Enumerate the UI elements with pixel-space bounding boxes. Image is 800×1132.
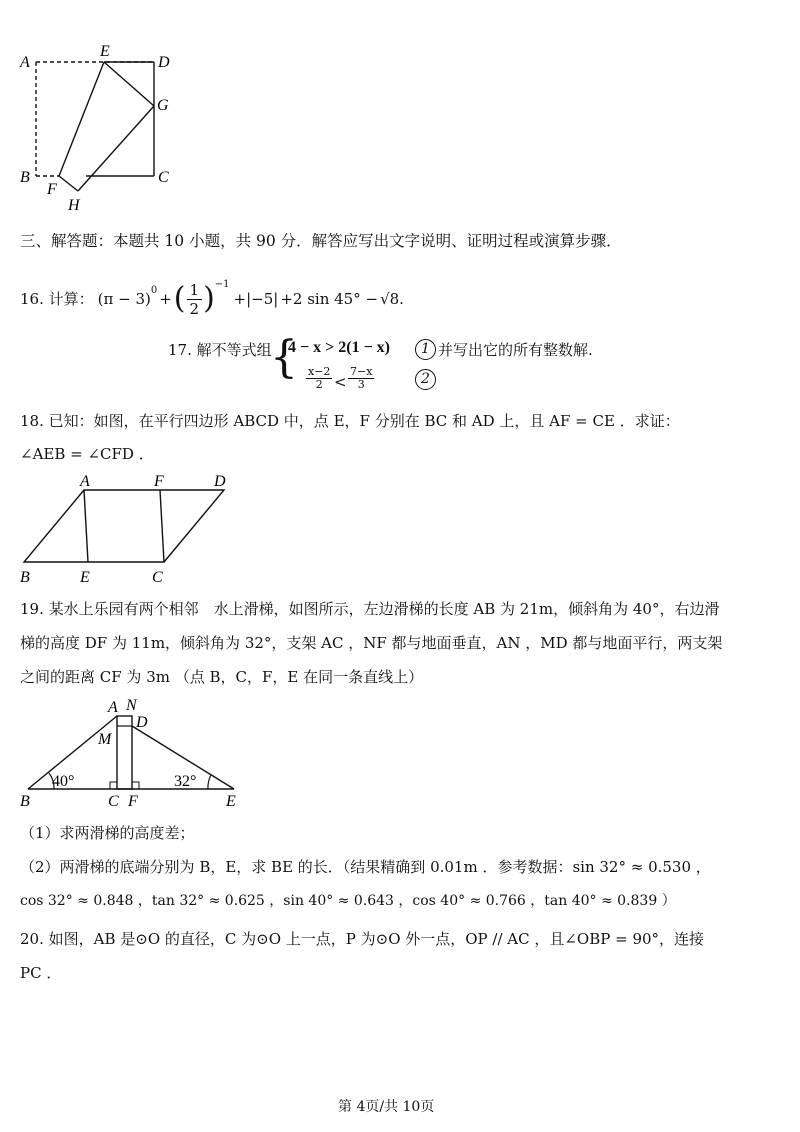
fig3-angle-left: 40°: [52, 773, 75, 790]
figure-square-fold: [14, 44, 184, 214]
q17-mark2: 2: [415, 369, 436, 390]
fig3-angle-right: 32°: [174, 773, 197, 790]
q16-plus: +: [159, 290, 172, 308]
fig3-label-B: B: [20, 793, 30, 810]
q17-mark1: 1: [415, 339, 436, 360]
q16-exp0: 0: [150, 285, 158, 296]
figure-parallelogram: [14, 470, 244, 588]
question-16: 16. 计算： (π − 3) $^0$ + ( $\frac{1}{2}$ ) $^{-1}$ +|−5| +2 sin 45° − √8 .: [20, 275, 404, 323]
question-19-line3: 之间的距离 CF 为 3m （点 B，C，F，E 在同一条直线上）: [20, 668, 424, 686]
fig3-label-N: N: [126, 697, 137, 714]
q17-ineq1: 4 − x > 2(1 − x): [288, 339, 391, 356]
q16-abs: +|−5|: [233, 290, 279, 308]
fig3-label-C: C: [108, 793, 119, 810]
section-heading: 三、解答题：本题共 10 小题，共 90 分．解答应写出文字说明、证明过程或演算步骤．: [20, 232, 622, 250]
fig1-label-F: F: [47, 181, 57, 198]
q17-brace: {: [270, 332, 298, 383]
fig1-label-G: G: [157, 97, 169, 114]
fig3-label-E: E: [226, 793, 236, 810]
fig2-label-F: F: [154, 473, 164, 490]
q17-frac2: 7−x 3: [350, 365, 373, 391]
fig1-label-H: H: [68, 197, 80, 214]
q17-prefix: 17. 解不等式组: [168, 341, 272, 359]
fig3-label-F: F: [128, 793, 138, 810]
q17-suffix: 并写出它的所有整数解.: [438, 341, 593, 359]
fig1-label-D: D: [158, 54, 170, 71]
fig2-label-C: C: [152, 569, 163, 586]
question-20-line1: 20. 如图，AB 是⊙O 的直径，C 为⊙O 上一点，P 为⊙O 外一点，OP // AC ，且∠OBP = 90°，连接: [20, 930, 705, 948]
q19-part3: cos 32° ≈ 0.848 ，tan 32° ≈ 0.625 ，sin 40° ≈ 0.643 ，cos 40° ≈ 0.766 ，tan 40° ≈ 0.839 ）: [20, 893, 676, 909]
q16-root: √8: [380, 290, 400, 308]
fig2-label-E: E: [80, 569, 90, 586]
fig2-label-B: B: [20, 569, 30, 586]
q17-frac1: x−2 2: [308, 365, 331, 391]
question-20-line2: PC ．: [20, 964, 62, 982]
fig1-label-C: C: [158, 169, 169, 186]
question-18-line1: 18. 已知：如图，在平行四边形 ABCD 中，点 E，F 分别在 BC 和 AD 上，且 AF = CE ．求证：: [20, 412, 680, 430]
page-footer: 第 4页/共 10页: [338, 1099, 435, 1115]
fig2-label-D: D: [214, 473, 226, 490]
question-19-line1: 19. 某水上乐园有两个相邻 水上滑梯，如图所示，左边滑梯的长度 AB 为 21m，倾斜角为 40°，右边滑: [20, 600, 720, 618]
q16-fraction: $\frac{1}{2}$: [187, 281, 203, 318]
fig3-label-A: A: [108, 699, 118, 716]
fig1-label-B: B: [20, 169, 30, 186]
question-19-line2: 梯的高度 DF 为 11m，倾斜角为 32°，支架 AC ，NF 都与地面垂直，AN ，MD 都与地面平行，两支架: [20, 634, 723, 652]
q19-part1: （1）求两滑梯的高度差；: [20, 824, 195, 842]
fig3-label-M: M: [98, 731, 112, 748]
q19-part2: （2）两滑梯的底端分别为 B，E，求 BE 的长．（结果精确到 0.01m ．参考数据：sin 32° ≈ 0.530 ，: [20, 858, 711, 876]
fig1-label-E: E: [100, 44, 110, 60]
fig1-label-A: A: [20, 54, 30, 71]
q16-exp-neg1: −1: [214, 279, 230, 290]
question-18-line2: ∠AEB = ∠CFD ．: [20, 445, 154, 463]
question-17: [168, 332, 668, 394]
figure-slides: [14, 694, 254, 812]
q16-pi-term: (π − 3): [97, 290, 151, 308]
fig2-label-A: A: [80, 473, 90, 490]
q17-lt: <: [334, 373, 347, 391]
q16-sin-term: +2 sin 45° −: [280, 290, 379, 308]
q16-prefix: 16. 计算：: [20, 290, 94, 308]
q16-end: .: [399, 290, 404, 308]
fig3-label-D: D: [136, 714, 148, 731]
